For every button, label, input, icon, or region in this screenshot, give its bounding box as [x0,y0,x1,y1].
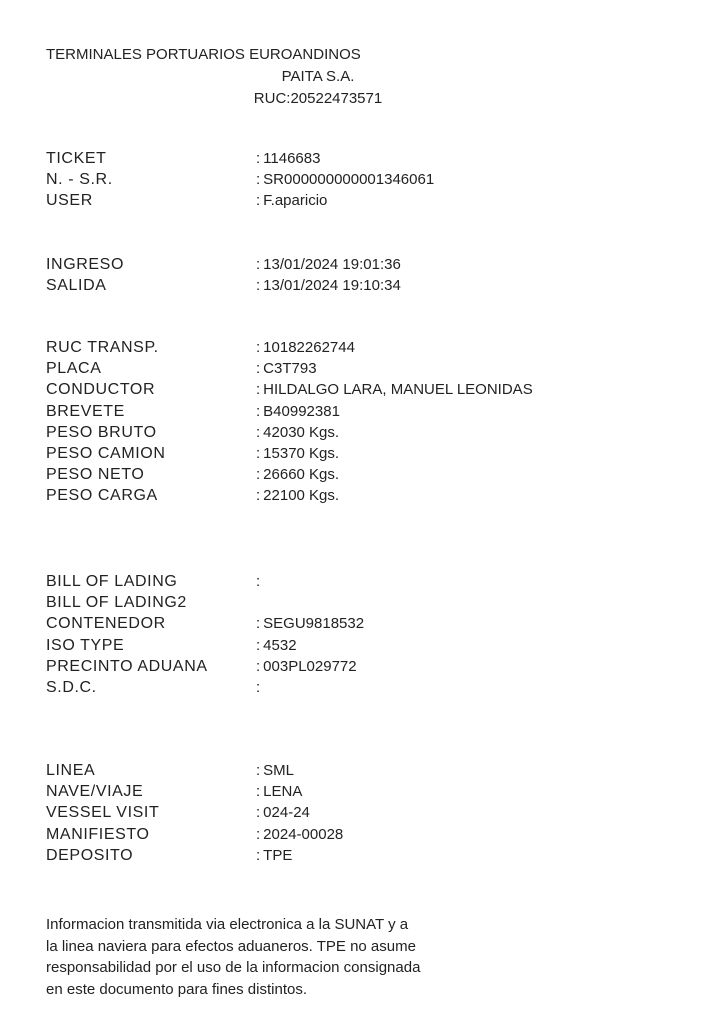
field-label: DEPOSITO [46,846,134,864]
field-value-text: 42030 Kgs. [263,423,340,441]
field-value [256,760,686,781]
field-value [256,613,686,634]
field-value-text: 003PL029772 [263,657,357,675]
field-label: USER [46,192,93,210]
field-row [46,422,686,443]
field-separator: : [256,573,261,590]
field-row [46,148,686,169]
field-label: RUC TRANSP. [46,339,159,356]
field-value-text: LENA [263,783,303,801]
field-label: PESO CAMION [46,445,166,463]
field-label: PESO BRUTO [46,423,157,441]
field-row [46,464,686,485]
field-separator: : [256,381,261,399]
field-separator: : [256,615,261,633]
field-row [46,845,686,866]
field-separator: : [256,825,261,843]
cargo-section [46,571,686,698]
field-row [46,358,686,379]
field-label: TICKET [46,150,107,167]
field-separator: : [256,256,261,273]
field-value-text: 4532 [263,636,297,654]
field-row [46,802,686,823]
field-row [46,169,686,190]
field-value [256,443,686,464]
field-separator: : [256,445,261,463]
field-value-text: 10182262744 [263,339,355,356]
field-value [256,635,686,656]
field-separator: : [256,804,261,822]
field-value [256,422,686,443]
field-separator: : [256,762,261,779]
field-value-text: 26660 Kgs. [263,466,340,484]
field-separator: : [256,423,261,441]
field-label: LINEA [46,762,96,779]
field-separator: : [256,636,261,654]
field-value [256,781,686,802]
field-row [46,760,686,781]
field-value-text: C3T793 [263,360,317,378]
ticket-info-section [46,148,686,212]
field-label: BILL OF LADING [46,573,178,590]
disclaimer-line: Informacion transmitida via electronica a la SUNAT y a [46,916,409,933]
field-value [256,485,686,506]
field-label: PESO CARGA [46,487,158,505]
disclaimer-line: en este documento para fines distintos. [46,980,307,998]
field-value [256,148,686,169]
field-label: CONDUCTOR [46,381,156,399]
field-value [256,802,686,823]
company-ruc: RUC:20522473571 [253,90,383,107]
field-label: PESO NETO [46,466,145,484]
company-name-line2: PAITA S.A. [281,68,355,85]
field-value-text: 1146683 [263,150,321,167]
field-value-text: 2024-00028 [263,825,344,843]
field-label: SALIDA [46,277,107,295]
field-label: PRECINTO ADUANA [46,657,208,675]
field-row [46,401,686,422]
field-value [256,379,686,400]
field-row [46,443,686,464]
field-label: NAVE/VIAJE [46,783,144,801]
field-value [256,571,686,592]
vessel-section [46,760,686,866]
field-value-text: 024-24 [263,804,310,822]
field-row [46,824,686,845]
field-value-text: SEGU9818532 [263,615,365,633]
field-value [256,190,686,211]
field-label: BILL OF LADING2 [46,594,187,612]
field-value-text: B40992381 [263,402,340,420]
field-row [46,485,686,506]
disclaimer-line: la linea naviera para efectos aduaneros. TPE no asume [46,937,416,955]
field-value-text: F.aparicio [263,192,328,210]
field-value-text: SML [263,762,295,779]
field-value [256,169,686,190]
field-label: BREVETE [46,402,125,420]
field-value [256,824,686,845]
field-separator: : [256,466,261,484]
field-row [46,613,686,634]
field-separator: : [256,171,261,189]
field-separator: : [256,277,261,295]
field-row [46,254,686,275]
field-separator: : [256,150,261,167]
field-row [46,190,686,211]
field-value [256,464,686,485]
disclaimer-note [46,914,566,1000]
field-row [46,677,686,698]
field-value-text: 15370 Kgs. [263,445,340,463]
disclaimer-line: responsabilidad por el uso de la informacion consignada [46,959,421,976]
transport-section [46,337,686,507]
field-row [46,337,686,358]
field-value [256,358,686,379]
field-label: PLACA [46,360,102,378]
field-separator: : [256,487,261,505]
field-row [46,275,686,296]
field-separator: : [256,360,261,378]
field-label: INGRESO [46,256,124,273]
field-label: S.D.C. [46,679,97,697]
field-row [46,781,686,802]
company-name: TERMINALES PORTUARIOS EUROANDINOS [46,46,361,63]
field-separator: : [256,679,261,697]
field-value [256,845,686,866]
ticket-header [0,44,720,110]
field-separator: : [256,192,261,210]
field-value-text: HILDALGO LARA, MANUEL LEONIDAS [263,381,533,399]
field-row [46,571,686,592]
field-separator: : [256,339,261,356]
field-value [256,677,686,698]
field-separator: : [256,846,261,864]
time-section [46,254,686,296]
field-label: MANIFIESTO [46,825,150,843]
field-label: CONTENEDOR [46,615,166,633]
field-value-text: 13/01/2024 19:10:34 [263,277,401,295]
field-separator: : [256,657,261,675]
field-value [256,401,686,422]
field-row [46,656,686,677]
field-value [256,254,686,275]
field-value [256,337,686,358]
field-value-text: SR000000000001346061 [263,171,435,189]
field-value-text: 13/01/2024 19:01:36 [263,256,401,273]
field-value [256,656,686,677]
field-label: N. - S.R. [46,171,113,189]
field-label: ISO TYPE [46,636,125,654]
field-value-text: TPE [263,846,293,864]
field-row [46,379,686,400]
field-row [46,592,686,613]
field-separator: : [256,402,261,420]
field-value [256,592,686,613]
field-value [256,275,686,296]
field-row [46,635,686,656]
field-label: VESSEL VISIT [46,804,160,822]
field-separator: : [256,783,261,801]
field-value-text: 22100 Kgs. [263,487,340,505]
